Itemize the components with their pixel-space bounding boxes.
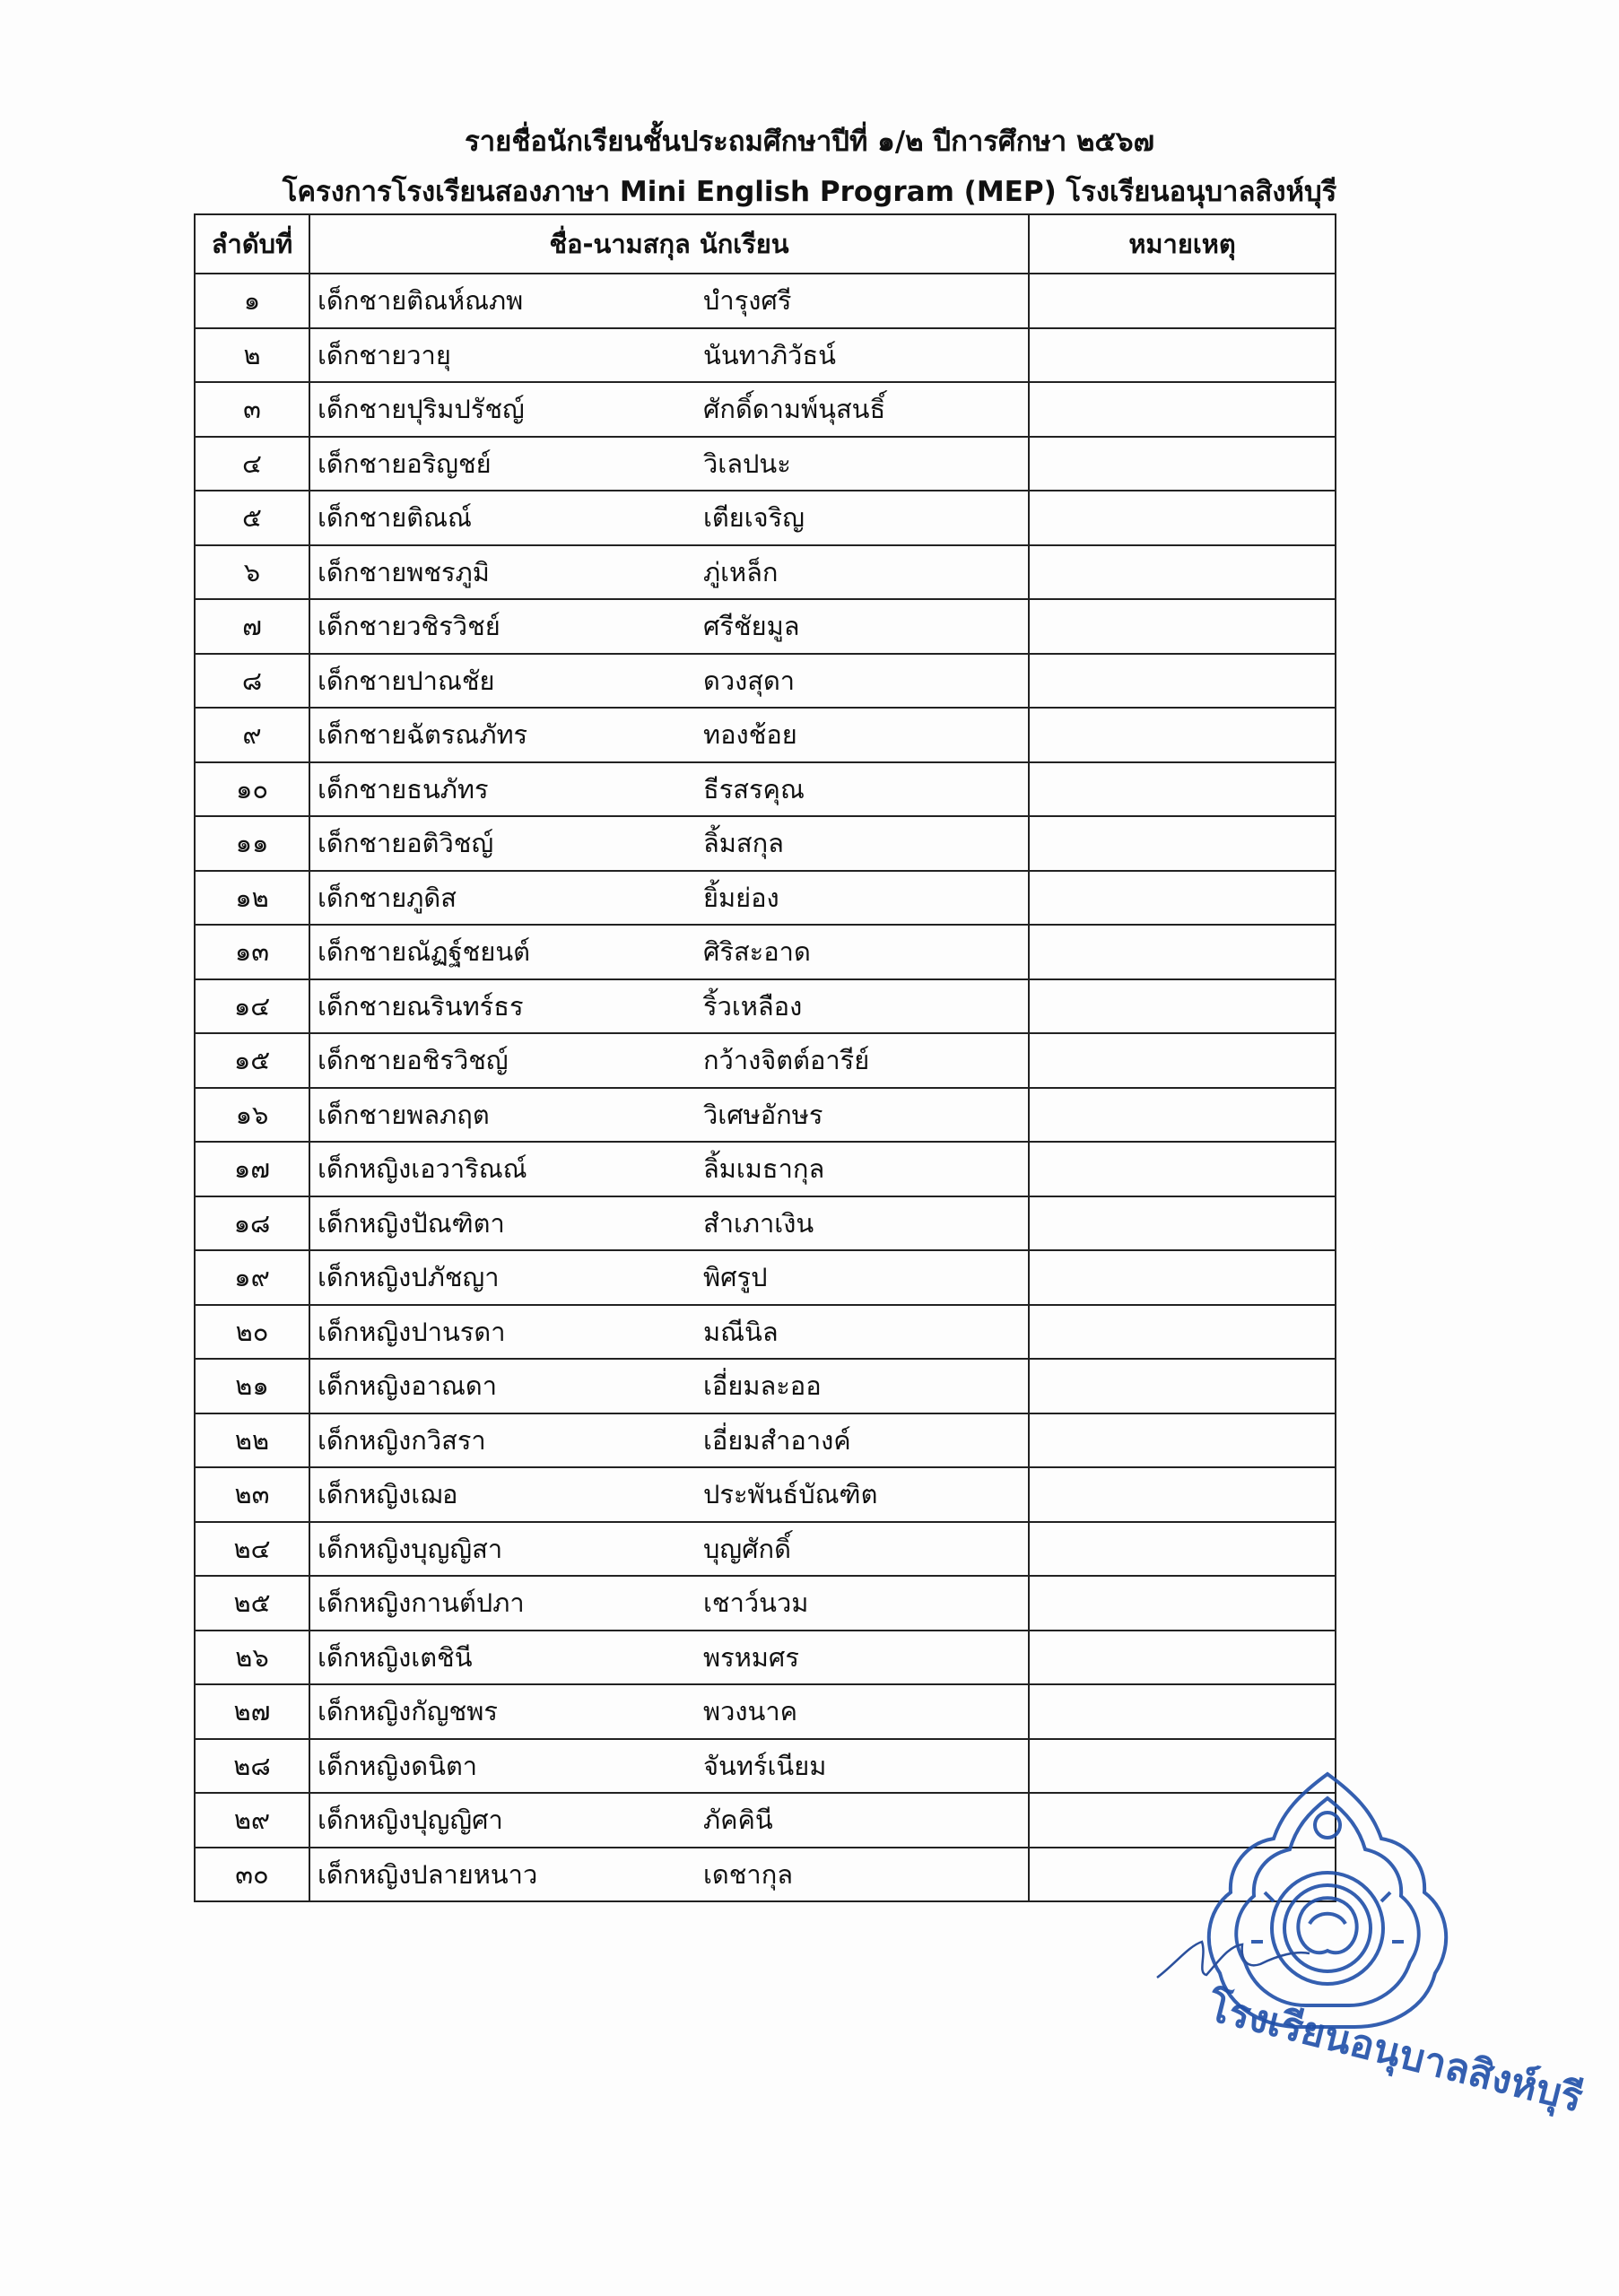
row-note (1029, 1576, 1336, 1631)
student-last-name: เอี่ยมละออ (703, 1370, 822, 1402)
student-name (309, 1793, 1029, 1848)
table-row (195, 762, 1336, 817)
student-last-name: วิเศษอักษร (703, 1099, 823, 1130)
table-row (195, 1359, 1336, 1413)
table-row (195, 1522, 1336, 1577)
table-row (195, 545, 1336, 600)
row-number: ๒๐ (195, 1305, 309, 1360)
student-last-name: กว้างจิตต์อารีย์ (703, 1045, 870, 1076)
student-name (309, 708, 1029, 762)
row-note (1029, 1684, 1336, 1739)
student-first-name: เด็กชายติณณ์ (318, 502, 472, 534)
student-last-name: ภู่เหล็ก (703, 556, 779, 587)
row-number: ๔ (195, 437, 309, 491)
student-last-name: เชาว์นวม (703, 1587, 809, 1619)
student-name (309, 274, 1029, 328)
row-note (1029, 1033, 1336, 1088)
row-number: ๒๔ (195, 1522, 309, 1577)
row-number: ๒๑ (195, 1359, 309, 1413)
row-note (1029, 491, 1336, 545)
student-name (309, 1033, 1029, 1088)
student-last-name: ศรีชัยมูล (703, 611, 800, 642)
student-last-name: ศักดิ์ดามพ์นุสนธิ์ (703, 394, 886, 425)
student-first-name: เด็กชายวชิรวิชย์ (318, 611, 500, 642)
student-name (309, 1359, 1029, 1413)
row-number: ๑๒ (195, 871, 309, 926)
student-name (309, 1250, 1029, 1305)
row-number: ๑๘ (195, 1196, 309, 1251)
row-note (1029, 437, 1336, 491)
row-note (1029, 925, 1336, 979)
student-name (309, 1739, 1029, 1794)
student-last-name: เตียเจริญ (703, 502, 805, 534)
document-subtitle: โครงการโรงเรียนสองภาษา Mini English Program (MEP) โรงเรียนอนุบาลสิงห์บุรี (282, 176, 1337, 208)
table-row (195, 437, 1336, 491)
table-row (195, 274, 1336, 328)
student-first-name: เด็กหญิงกวิสรา (318, 1424, 486, 1456)
row-note (1029, 1196, 1336, 1251)
student-first-name: เด็กหญิงปัณฑิตา (318, 1207, 505, 1239)
student-last-name: สำเภาเงิน (703, 1207, 814, 1239)
student-last-name: พรหมศร (703, 1641, 799, 1673)
row-number: ๑๖ (195, 1088, 309, 1143)
table-row (195, 1848, 1336, 1902)
student-first-name: เด็กชายติณห์ณภพ (318, 285, 524, 317)
row-number: ๒๗ (195, 1684, 309, 1739)
table-row (195, 871, 1336, 926)
table-row (195, 1033, 1336, 1088)
student-first-name: เด็กหญิงเอวาริณณ์ (318, 1153, 527, 1185)
row-number: ๒๙ (195, 1793, 309, 1848)
student-table (194, 213, 1336, 1902)
row-number: ๑๕ (195, 1033, 309, 1088)
row-note (1029, 654, 1336, 709)
student-last-name: วิเลปนะ (703, 448, 791, 479)
student-name (309, 925, 1029, 979)
student-name (309, 1467, 1029, 1522)
student-name (309, 762, 1029, 817)
student-last-name: เอี่ยมสำอางค์ (703, 1424, 851, 1456)
signature-icon (1153, 1928, 1314, 1991)
student-first-name: เด็กหญิงเฌอ (318, 1479, 458, 1510)
row-number: ๙ (195, 708, 309, 762)
student-name (309, 1142, 1029, 1196)
table-row (195, 1631, 1336, 1685)
student-first-name: เด็กชายภูดิส (318, 882, 457, 913)
student-last-name: ลิ้มเมธากุล (703, 1153, 825, 1185)
seal-text: โรงเรียนอนุบาลสิงห์บุรี (1203, 1984, 1588, 2122)
row-number: ๑๙ (195, 1250, 309, 1305)
row-number: ๓๐ (195, 1848, 309, 1902)
row-number: ๒๕ (195, 1576, 309, 1631)
student-first-name: เด็กหญิงอาณดา (318, 1370, 498, 1402)
row-number: ๑๓ (195, 925, 309, 979)
student-first-name: เด็กหญิงปภัชญา (318, 1262, 500, 1293)
row-number: ๖ (195, 545, 309, 600)
row-number: ๒๘ (195, 1739, 309, 1794)
row-note (1029, 274, 1336, 328)
student-first-name: เด็กหญิงเตชินี (318, 1641, 473, 1673)
student-name (309, 545, 1029, 600)
student-name (309, 1196, 1029, 1251)
student-name (309, 871, 1029, 926)
student-first-name: เด็กชายปาณชัย (318, 665, 495, 696)
student-last-name: บุญศักดิ์ (703, 1533, 791, 1564)
student-last-name: ริ้วเหลือง (703, 990, 803, 1022)
table-row (195, 1088, 1336, 1143)
table-header-row (195, 214, 1336, 274)
table-row (195, 925, 1336, 979)
row-note (1029, 979, 1336, 1034)
student-last-name: ภัคคินี (703, 1805, 773, 1836)
student-last-name: ศิริสะอาด (703, 936, 811, 968)
row-note (1029, 1522, 1336, 1577)
table-row (195, 1467, 1336, 1522)
student-first-name: เด็กชายพลภฤต (318, 1099, 490, 1130)
table-row (195, 1142, 1336, 1196)
row-number: ๑ (195, 274, 309, 328)
student-last-name: ทองช้อย (703, 719, 797, 751)
student-first-name: เด็กหญิงบุญญิสา (318, 1533, 503, 1564)
student-last-name: ลิ้มสกุล (703, 828, 784, 859)
student-name (309, 979, 1029, 1034)
row-number: ๒๖ (195, 1631, 309, 1685)
student-first-name: เด็กหญิงกัญชพร (318, 1696, 498, 1727)
student-first-name: เด็กชายอติวิชญ์ (318, 828, 494, 859)
student-name (309, 328, 1029, 383)
school-seal-icon (1166, 1758, 1588, 2122)
student-first-name: เด็กชายอชิรวิชญ์ (318, 1045, 509, 1076)
table-row (195, 1793, 1336, 1848)
student-first-name: เด็กหญิงปลายหนาว (318, 1858, 538, 1890)
table-row (195, 1739, 1336, 1794)
row-note (1029, 382, 1336, 437)
row-number: ๓ (195, 382, 309, 437)
student-name (309, 654, 1029, 709)
student-name (309, 437, 1029, 491)
student-name (309, 491, 1029, 545)
row-number: ๗ (195, 599, 309, 654)
table-row (195, 816, 1336, 871)
student-last-name: จันทร์เนียม (703, 1750, 827, 1781)
row-note (1029, 545, 1336, 600)
student-first-name: เด็กชายอริญชย์ (318, 448, 492, 479)
student-name (309, 1684, 1029, 1739)
student-last-name: พิศรูป (703, 1262, 768, 1293)
student-name (309, 1576, 1029, 1631)
table-row (195, 1413, 1336, 1468)
student-first-name: เด็กชายปุริมปรัชญ์ (318, 394, 525, 425)
student-last-name: ยิ้มย่อง (703, 882, 779, 913)
student-name (309, 599, 1029, 654)
header-number: ลำดับที่ (195, 214, 309, 274)
table-row (195, 328, 1336, 383)
student-last-name: พวงนาค (703, 1696, 798, 1727)
row-number: ๑๗ (195, 1142, 309, 1196)
table-row (195, 1684, 1336, 1739)
row-note (1029, 708, 1336, 762)
row-number: ๘ (195, 654, 309, 709)
table-row (195, 1305, 1336, 1360)
student-last-name: นันทาภิวัธน์ (703, 339, 836, 370)
table-row (195, 1250, 1336, 1305)
row-note (1029, 1359, 1336, 1413)
student-name (309, 1522, 1029, 1577)
row-number: ๒ (195, 328, 309, 383)
student-last-name: ธีรสรคุณ (703, 773, 805, 804)
student-last-name: ดวงสุดา (703, 665, 796, 696)
student-last-name: เดชากุล (703, 1858, 794, 1890)
row-note (1029, 871, 1336, 926)
table-row (195, 382, 1336, 437)
student-first-name: เด็กชายณัฏฐ์ชยนต์ (318, 936, 530, 968)
student-name (309, 1631, 1029, 1685)
student-name (309, 382, 1029, 437)
row-note (1029, 816, 1336, 871)
student-first-name: เด็กหญิงปานรดา (318, 1316, 506, 1347)
row-note (1029, 1088, 1336, 1143)
row-number: ๒๒ (195, 1413, 309, 1468)
row-note (1029, 599, 1336, 654)
student-last-name: มณีนิล (703, 1316, 779, 1347)
table-row (195, 599, 1336, 654)
student-first-name: เด็กหญิงกานต์ปภา (318, 1587, 525, 1619)
document-title: รายชื่อนักเรียนชั้นประถมศึกษาปีที่ ๑/๒ ปีการศึกษา ๒๕๖๗ (465, 126, 1154, 158)
row-number: ๕ (195, 491, 309, 545)
student-name (309, 1305, 1029, 1360)
table-row (195, 491, 1336, 545)
header-name: ชื่อ-นามสกุล นักเรียน (309, 214, 1029, 274)
table-row (195, 1576, 1336, 1631)
student-first-name: เด็กชายพชรภูมิ (318, 556, 490, 587)
student-first-name: เด็กชายฉัตรณภัทร (318, 719, 528, 751)
row-note (1029, 1631, 1336, 1685)
header-note: หมายเหตุ (1029, 214, 1336, 274)
student-name (309, 1088, 1029, 1143)
row-note (1029, 1413, 1336, 1468)
table-row (195, 1196, 1336, 1251)
row-number: ๑๔ (195, 979, 309, 1034)
row-note (1029, 328, 1336, 383)
student-last-name: บำรุงศรี (703, 285, 792, 317)
student-first-name: เด็กชายธนภัทร (318, 773, 489, 804)
table-row (195, 979, 1336, 1034)
student-last-name: ประพันธ์บัณฑิต (703, 1479, 878, 1510)
student-name (309, 1413, 1029, 1468)
student-first-name: เด็กหญิงปุญญิศา (318, 1805, 503, 1836)
table-row (195, 654, 1336, 709)
row-note (1029, 1142, 1336, 1196)
student-name (309, 816, 1029, 871)
row-number: ๑๑ (195, 816, 309, 871)
row-note (1029, 1250, 1336, 1305)
student-first-name: เด็กหญิงดนิตา (318, 1750, 478, 1781)
table-row (195, 708, 1336, 762)
row-number: ๑๐ (195, 762, 309, 817)
row-note (1029, 762, 1336, 817)
student-name (309, 1848, 1029, 1902)
student-first-name: เด็กชายวายุ (318, 339, 451, 370)
student-first-name: เด็กชายณรินทร์ธร (318, 990, 524, 1022)
row-note (1029, 1305, 1336, 1360)
row-note (1029, 1467, 1336, 1522)
row-number: ๒๓ (195, 1467, 309, 1522)
